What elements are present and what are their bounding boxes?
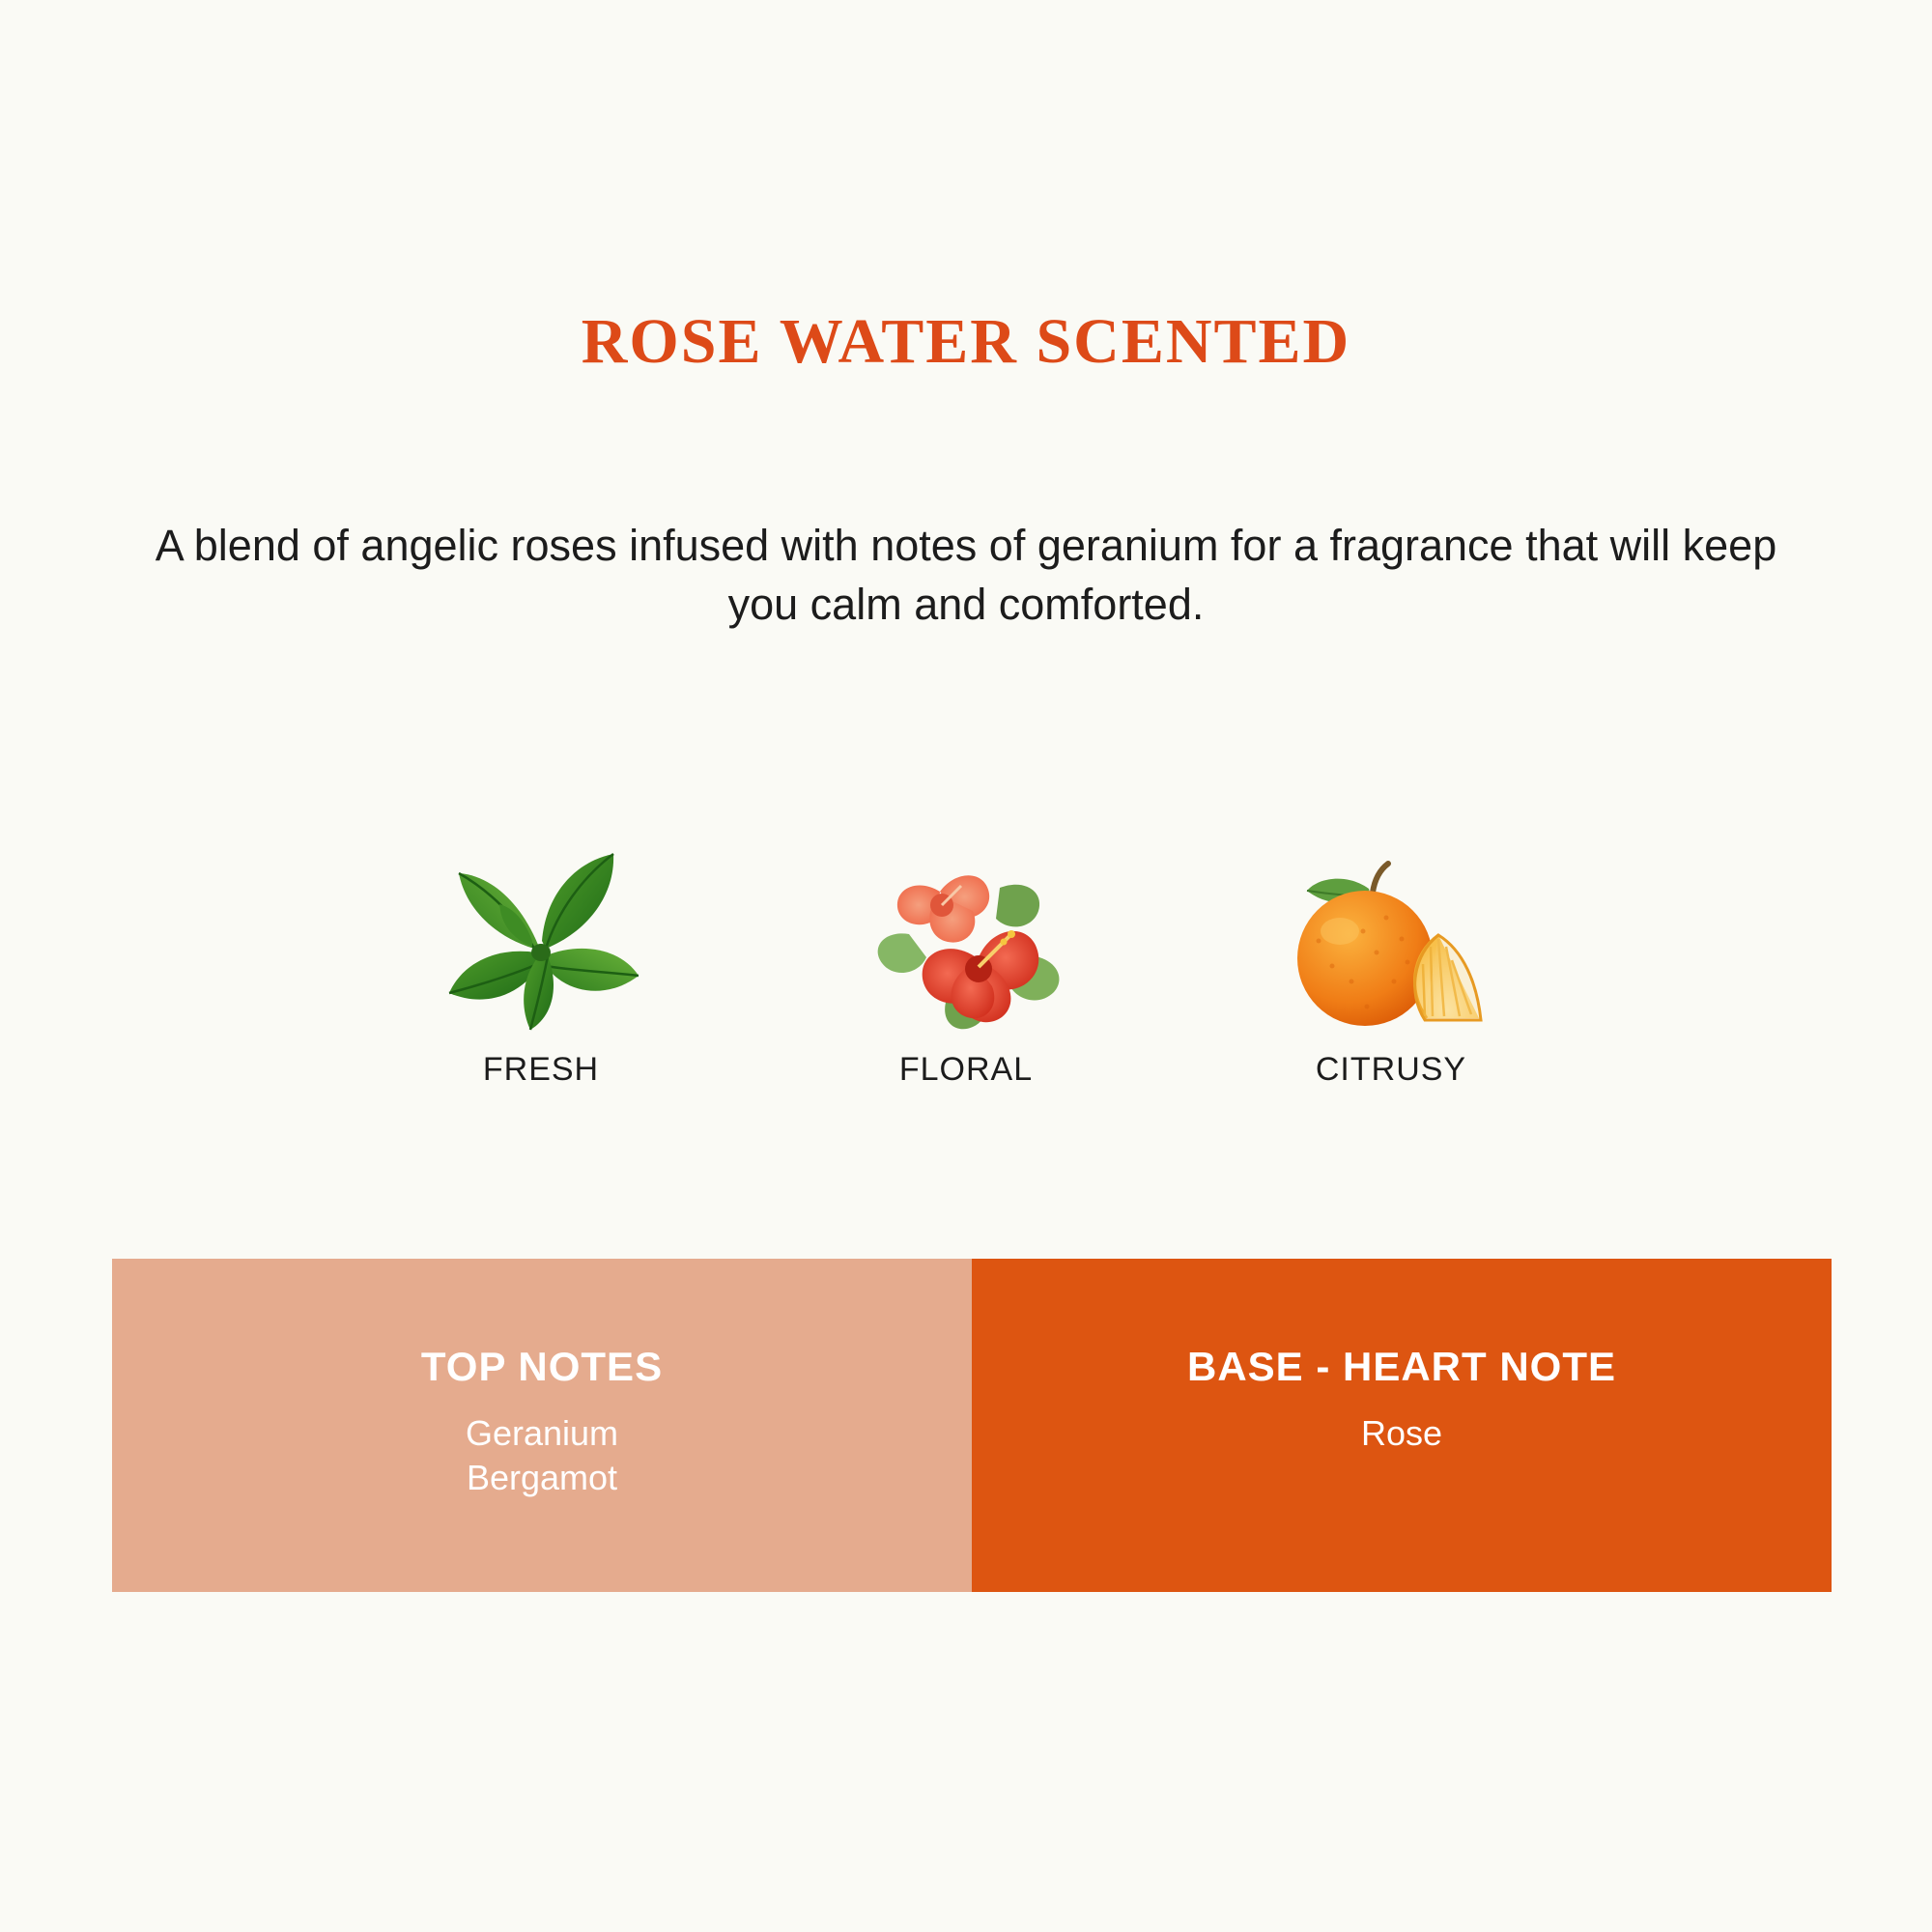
scent-label: FLORAL: [898, 1051, 1034, 1088]
top-notes-panel: [112, 1259, 972, 1592]
base-notes-list: [1361, 1411, 1442, 1456]
note-item: Geranium: [465, 1413, 619, 1453]
scent-item-fresh: [367, 840, 715, 1089]
description-text: A blend of angelic roses infused with notes of geranium for a fragrance that will keep you calm and comforted.: [155, 521, 1777, 629]
note-item: Rose: [1360, 1413, 1443, 1453]
orange-fruit-icon: [1280, 846, 1502, 1030]
top-notes-title: TOP NOTES: [420, 1344, 664, 1389]
scent-label: CITRUSY: [1315, 1051, 1467, 1088]
basil-leaves-icon: [430, 840, 652, 1034]
scent-profile-row: [367, 840, 1565, 1089]
scent-item-citrusy: [1217, 846, 1565, 1089]
fragrance-notes-bar: [112, 1259, 1832, 1592]
scent-label: FRESH: [482, 1051, 600, 1088]
page-title: ROSE WATER SCENTED: [581, 306, 1351, 377]
note-item: Bergamot: [466, 1458, 618, 1498]
hibiscus-flower-icon: [855, 841, 1077, 1030]
base-heart-notes-panel: [972, 1259, 1832, 1592]
scent-item-floral: [792, 841, 1140, 1089]
base-notes-title: BASE - HEART NOTE: [1186, 1344, 1616, 1389]
top-notes-list: [466, 1411, 618, 1500]
